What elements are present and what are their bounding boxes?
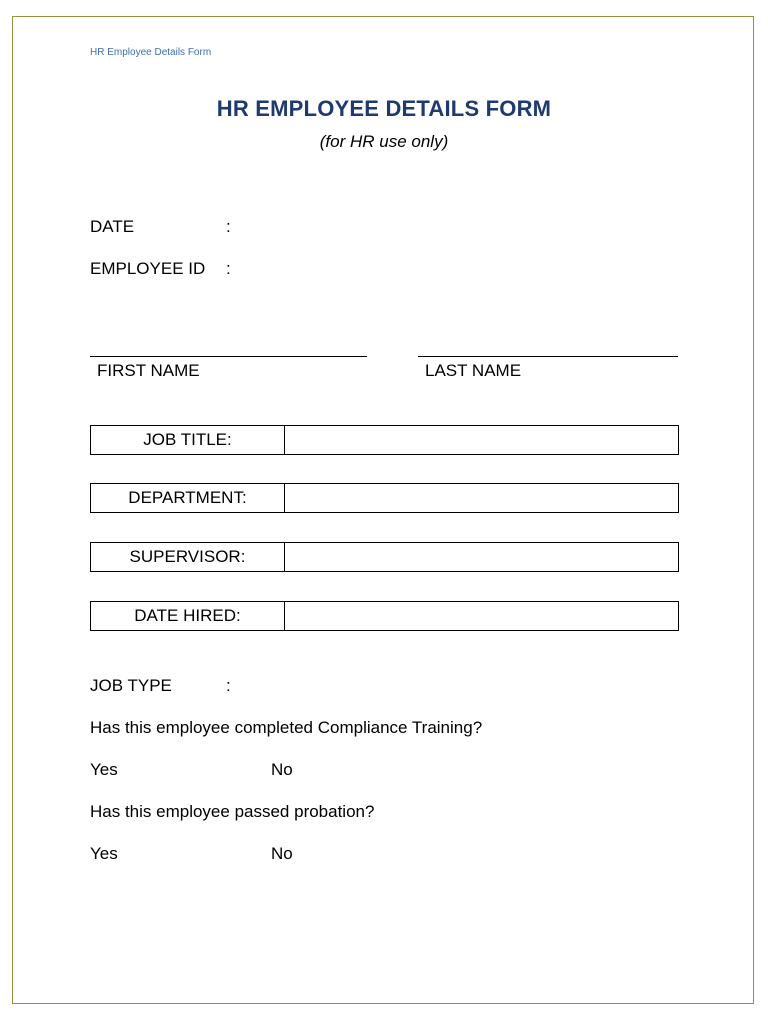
date-colon: :	[226, 217, 231, 236]
supervisor-input[interactable]	[285, 543, 678, 571]
last-name-label: LAST NAME	[425, 361, 522, 380]
department-label: DEPARTMENT:	[91, 484, 285, 512]
supervisor-label: SUPERVISOR:	[91, 543, 285, 571]
compliance-question: Has this employee completed Compliance Training?	[90, 718, 483, 737]
job-title-label: JOB TITLE:	[91, 426, 285, 454]
job-title-row	[90, 425, 679, 455]
employee-id-field	[90, 259, 231, 279]
department-input[interactable]	[285, 484, 678, 512]
last-name-input-line[interactable]	[418, 356, 678, 357]
date-hired-row	[90, 601, 679, 631]
supervisor-row	[90, 542, 679, 572]
first-name-label: FIRST NAME	[97, 361, 200, 380]
probation-question: Has this employee passed probation?	[90, 802, 375, 821]
probation-no-option[interactable]: No	[271, 844, 293, 863]
date-label: DATE	[90, 217, 135, 236]
job-title-input[interactable]	[285, 426, 678, 454]
employee-id-colon: :	[226, 259, 231, 278]
date-hired-input[interactable]	[285, 602, 678, 630]
employee-id-label: EMPLOYEE ID	[90, 259, 206, 278]
form-title: HR EMPLOYEE DETAILS FORM	[216, 96, 552, 121]
job-type-colon: :	[226, 676, 231, 695]
department-row	[90, 483, 679, 513]
job-type-field	[90, 676, 231, 696]
first-name-input-line[interactable]	[90, 356, 367, 357]
header-note: HR Employee Details Form	[90, 47, 212, 58]
compliance-no-option[interactable]: No	[271, 760, 293, 779]
probation-yes-option[interactable]: Yes	[90, 844, 118, 863]
date-hired-label: DATE HIRED:	[91, 602, 285, 630]
form-subtitle: (for HR use only)	[319, 132, 449, 151]
job-type-label: JOB TYPE	[90, 676, 172, 695]
date-field	[90, 217, 231, 237]
compliance-yes-option[interactable]: Yes	[90, 760, 118, 779]
